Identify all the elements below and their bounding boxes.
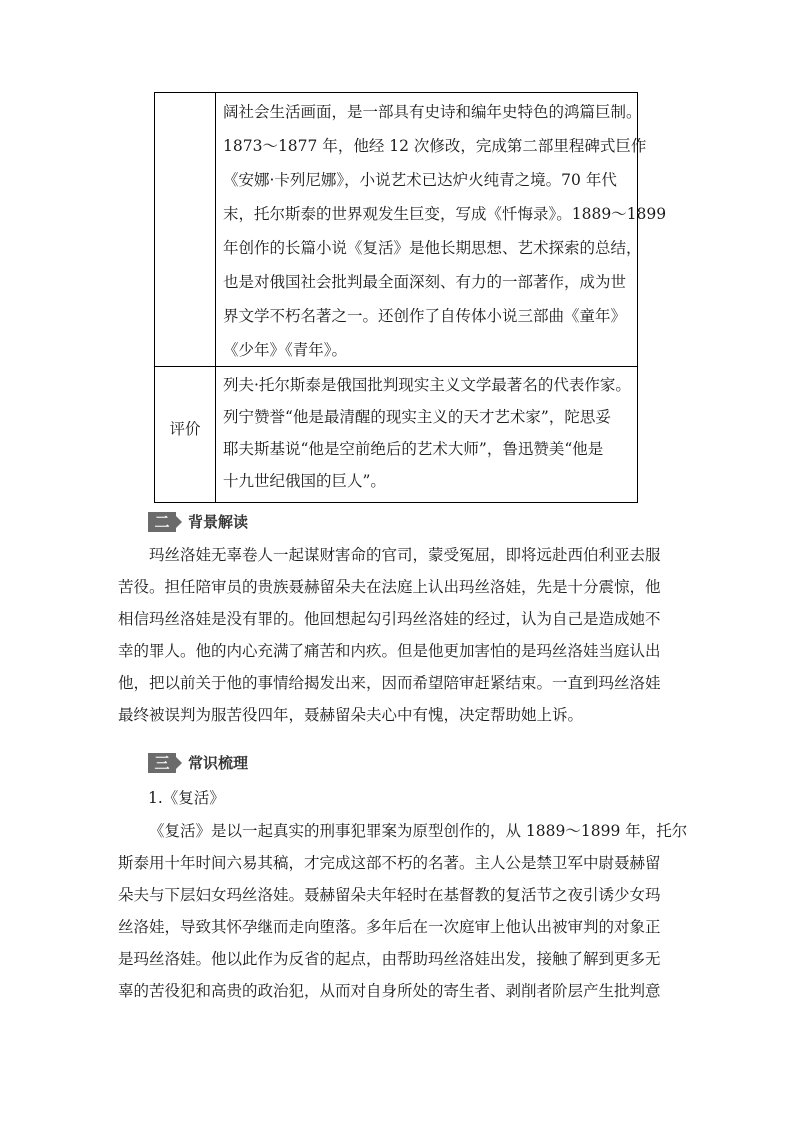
paragraph-line: 相信玛丝洛娃是没有罪的。他回想起勾引玛丝洛娃的经过，认为自己是造成她不 xyxy=(118,610,661,628)
table-line: 也是对俄国社会批判最全面深刻、有力的一部著作，成为世 xyxy=(223,273,627,291)
paragraph-line: 朵夫与下层妇女玛丝洛娃。聂赫留朵夫年轻时在基督教的复活节之夜引诱少女玛 xyxy=(118,886,661,904)
works-cell xyxy=(223,95,667,367)
section-heading-background xyxy=(148,511,248,532)
paragraph-line: 《复活》是以一起真实的刑事犯罪案为原型创作的，从 1889～1899 年，托尔 xyxy=(149,822,688,840)
table-line: 阔社会生活画面，是一部具有史诗和编年史特色的鸿篇巨制。 xyxy=(223,103,642,121)
table-column-divider xyxy=(215,93,216,502)
table-line: 年创作的长篇小说《复活》是他长期思想、艺术探索的总结， xyxy=(223,239,642,257)
section-title: 常识梳理 xyxy=(188,754,249,772)
table-line: 耶夫斯基说“他是空前绝后的艺术大师”，鲁迅赞美“他是 xyxy=(223,440,604,458)
eval-cell xyxy=(223,369,633,497)
item-title: 1.《复活》 xyxy=(148,789,225,807)
section-title: 背景解读 xyxy=(188,513,249,531)
section-number-badge: 二 xyxy=(148,512,176,532)
table-line: 末，托尔斯泰的世界观发生巨变，写成《忏悔录》。1889～1899 xyxy=(223,205,667,223)
info-table xyxy=(154,92,667,503)
paragraph-line: 最终被误判为服苦役四年，聂赫留朵夫心中有愧，决定帮助她上诉。 xyxy=(118,706,584,724)
table-line: 界文学不朽名著之一。还创作了自传体小说三部曲《童年》 xyxy=(223,307,627,325)
paragraph-line: 是玛丝洛娃。他以此作为反省的起点，由帮助玛丝洛娃出发，接触了解到更多无 xyxy=(118,950,661,968)
table-line: 1873～1877 年，他经 12 次修改，完成第二部里程碑式巨作 xyxy=(223,137,647,155)
paragraph-line: 丝洛娃，导致其怀孕继而走向堕落。多年后在一次庭审上他认出被审判的对象正 xyxy=(118,918,661,936)
eval-label: 评价 xyxy=(169,420,201,438)
section-number-badge: 三 xyxy=(148,753,176,773)
table-line: 列夫·托尔斯泰是俄国批判现实主义文学最著名的代表作家。 xyxy=(223,376,631,394)
paragraph-line: 苦役。担任陪审员的贵族聂赫留朵夫在法庭上认出玛丝洛娃，先是十分震惊，他 xyxy=(118,578,661,596)
section-heading-knowledge xyxy=(148,752,248,773)
paragraph-line: 他，把以前关于他的事情给揭发出来，因而希望陪审赶紧结束。一直到玛丝洛娃 xyxy=(118,674,661,692)
table-line: 《安娜·卡列尼娜》，小说艺术已达炉火纯青之境。70 年代 xyxy=(223,171,617,189)
paragraph-line: 斯泰用十年时间六易其稿，才完成这部不朽的名著。主人公是禁卫军中尉聂赫留 xyxy=(118,854,661,872)
table-line: 《少年》《青年》。 xyxy=(223,341,348,359)
table-line: 十九世纪俄国的巨人”。 xyxy=(223,472,386,490)
paragraph-line: 幸的罪人。他的内心充满了痛苦和内疚。但是他更加害怕的是玛丝洛娃当庭认出 xyxy=(118,642,661,660)
paragraph-line: 玛丝洛娃无辜卷人一起谋财害命的官司，蒙受冤屈，即将远赴西伯利亚去服 xyxy=(149,546,661,564)
paragraph-line: 辜的苦役犯和高贵的政治犯，从而对自身所处的寄生者、剥削者阶层产生批判意 xyxy=(118,982,661,1000)
background-paragraph xyxy=(118,539,680,731)
resurrection-paragraph xyxy=(118,815,688,1007)
table-line: 列宁赞誉“他是最清醒的现实主义的天才艺术家”，陀思妥 xyxy=(223,408,611,426)
